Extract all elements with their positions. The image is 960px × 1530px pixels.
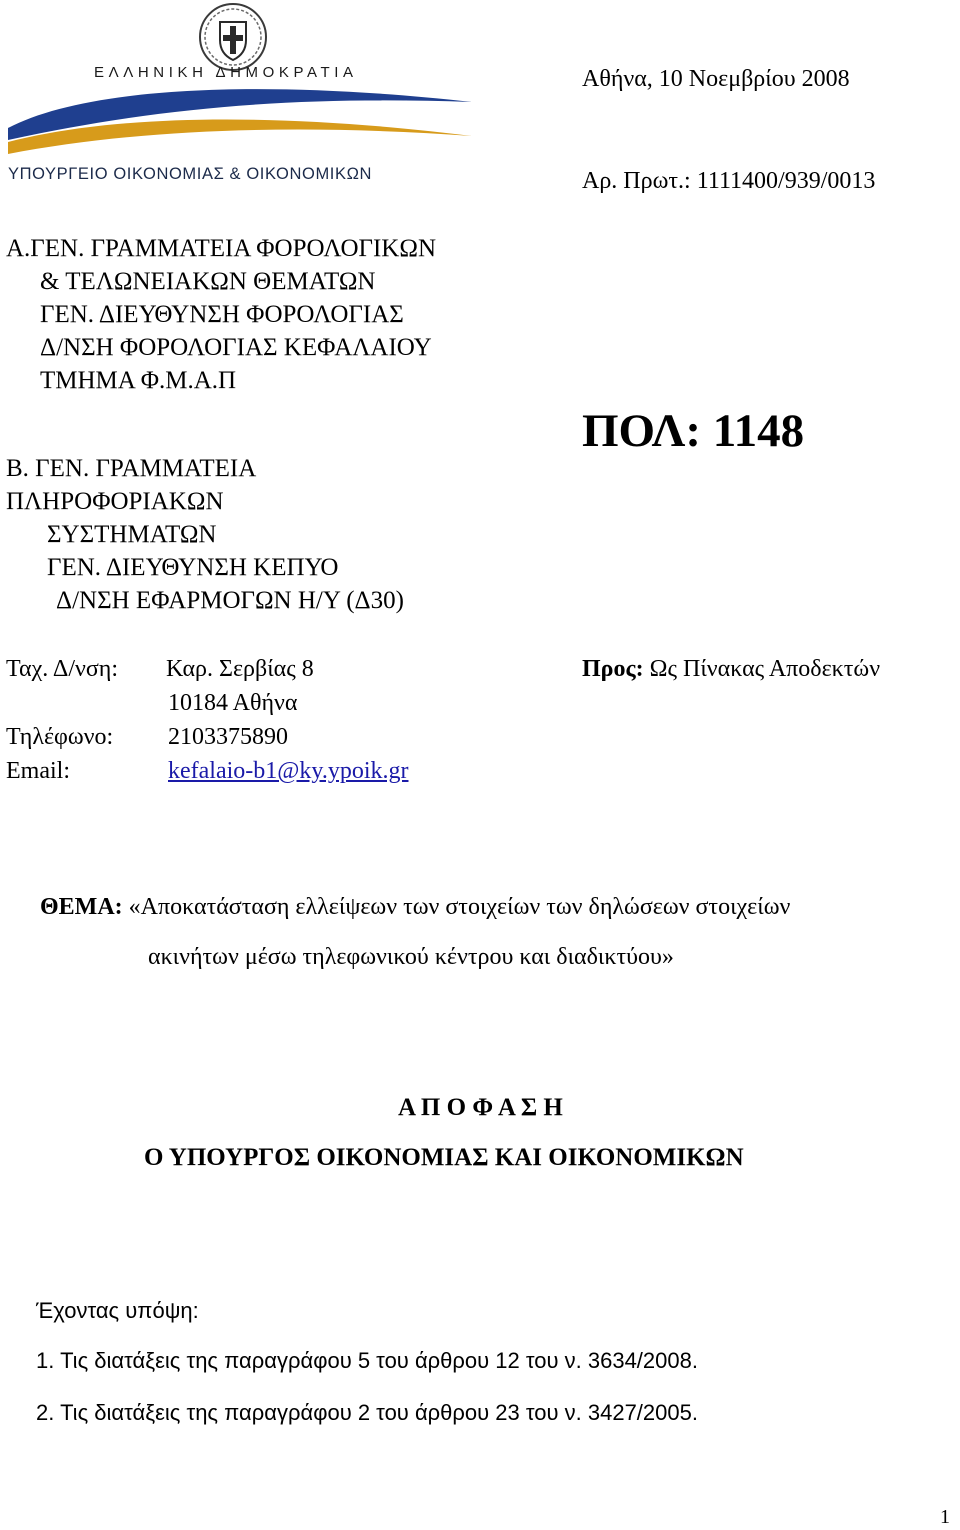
dept-line: ΣΥΣΤΗΜΑΤΩΝ xyxy=(47,521,217,548)
considering-item: 1. Τις διατάξεις της παραγράφου 5 του άρθρου 12 του ν. 3634/2008. xyxy=(36,1348,698,1373)
dept-line: ΓΕΝ. ΔΙΕΥΘΥΝΣΗ ΦΟΡΟΛΟΓΙΑΣ xyxy=(40,301,404,328)
recipient xyxy=(582,656,880,683)
phone-value: 2103375890 xyxy=(168,724,288,750)
recipient-value: Ως Πίνακας Αποδεκτών xyxy=(649,656,881,682)
logo-country-text: ΕΛΛΗΝΙΚΗ ΔΗΜΟΚΡΑΤΙΑ xyxy=(94,64,358,81)
address-label: Ταχ. Δ/νση: xyxy=(6,656,119,682)
dept-line: Δ/ΝΣΗ ΕΦΑΡΜΟΓΩΝ Η/Υ (Δ30) xyxy=(56,587,404,614)
email-link[interactable]: kefalaio-b1@ky.ypoik.gr xyxy=(168,758,409,784)
dept-line: ΠΛΗΡΟΦΟΡΙΑΚΩΝ xyxy=(6,488,224,515)
decision-title: Α Π Ο Φ Α Σ Η xyxy=(398,1094,563,1121)
subject-text-line1: «Αποκατάσταση ελλείψεων των στοιχείων των δηλώσεων στοιχείων xyxy=(128,894,791,920)
dept-line: Δ/ΝΣΗ ΦΟΡΟΛΟΓΙΑΣ ΚΕΦΑΛΑΙΟΥ xyxy=(40,334,432,361)
logo-ministry-text: ΥΠΟΥΡΓΕΙΟ ΟΙΚΟΝΟΜΙΑΣ & ΟΙΚΟΝΟΜΙΚΩΝ xyxy=(8,165,373,183)
city-value: 10184 Αθήνα xyxy=(168,690,298,716)
email-label: Email: xyxy=(6,758,70,784)
dept-line: & ΤΕΛΩΝΕΙΑΚΩΝ ΘΕΜΑΤΩΝ xyxy=(40,268,376,295)
dept-line: ΤΜΗΜΑ Φ.Μ.Α.Π xyxy=(40,367,237,394)
dept-line: ΓΕΝ. ΔΙΕΥΘΥΝΣΗ ΚΕΠΥΟ xyxy=(47,554,339,581)
dept-line: Β. ΓΕΝ. ΓΡΑΜΜΑΤΕΙΑ xyxy=(6,455,257,482)
considering-item: 2. Τις διατάξεις της παραγράφου 2 του άρθρου 23 του ν. 3427/2005. xyxy=(36,1400,698,1425)
considering-intro: Έχοντας υπόψη: xyxy=(36,1298,199,1323)
pol-number: ΠΟΛ: 1148 xyxy=(582,405,805,457)
dept-line: Α.ΓΕΝ. ΓΡΑΜΜΑΤΕΙΑ ΦΟΡΟΛΟΓΙΚΩΝ xyxy=(6,235,436,262)
page-number: 1 xyxy=(940,1506,950,1528)
subject-text-line2: ακινήτων μέσω τηλεφωνικού κέντρου και διαδικτύου» xyxy=(148,944,674,970)
greek-coat-of-arms-icon xyxy=(198,2,268,72)
recipient-label: Προς: xyxy=(582,656,644,682)
phone-label: Τηλέφωνο: xyxy=(6,724,114,750)
subject-label: ΘΕΜΑ: xyxy=(40,894,123,920)
document-date: Αθήνα, 10 Νοεμβρίου 2008 xyxy=(582,66,850,92)
subject-line xyxy=(40,894,790,921)
logo-swoosh-icon xyxy=(4,80,474,162)
minister-title: Ο ΥΠΟΥΡΓΟΣ ΟΙΚΟΝΟΜΙΑΣ ΚΑΙ ΟΙΚΟΝΟΜΙΚΩΝ xyxy=(144,1144,744,1171)
address-value: Καρ. Σερβίας 8 xyxy=(166,656,314,682)
protocol-number: Αρ. Πρωτ.: 1111400/939/0013 xyxy=(582,168,876,194)
